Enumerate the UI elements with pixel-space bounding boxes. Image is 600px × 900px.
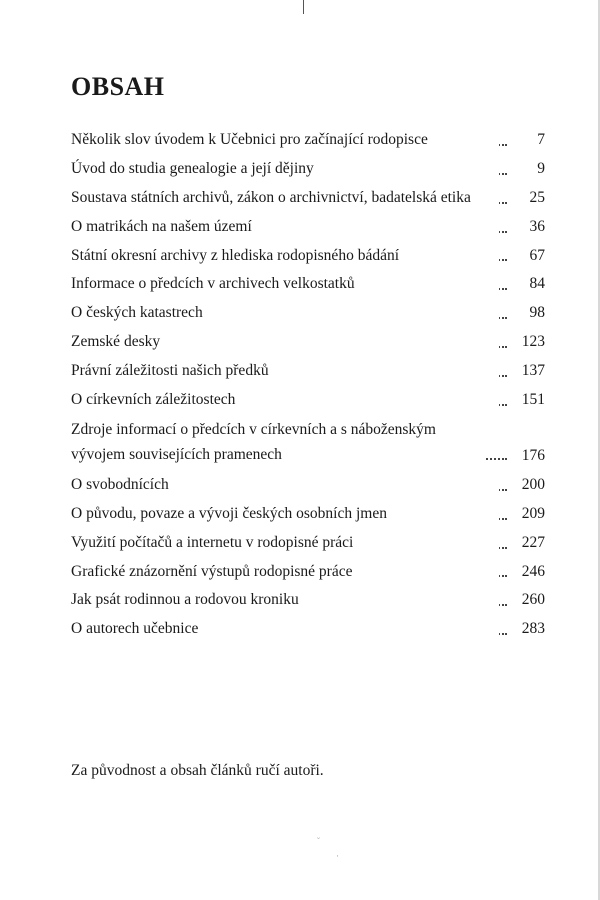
scan-speck: ˘ bbox=[317, 836, 320, 846]
toc-entry[interactable] bbox=[71, 270, 545, 299]
toc-entry[interactable] bbox=[71, 299, 545, 328]
toc-entry[interactable] bbox=[71, 213, 545, 242]
toc-entry[interactable] bbox=[71, 328, 545, 357]
toc-entry-page: 260 bbox=[509, 586, 545, 615]
toc-entry[interactable] bbox=[71, 415, 545, 471]
toc-entry[interactable] bbox=[71, 558, 545, 587]
toc-entry-title: O původu, povaze a vývoji českých osobních jmen bbox=[71, 500, 499, 529]
toc-entry-title: O církevních záležitostech bbox=[71, 386, 499, 415]
toc-entry[interactable] bbox=[71, 500, 545, 529]
toc-entry[interactable] bbox=[71, 242, 545, 271]
toc-entry[interactable] bbox=[71, 357, 545, 386]
toc-entry-title: Státní okresní archivy z hlediska rodopisného bádání bbox=[71, 242, 499, 271]
toc-entry-title: Soustava státních archivů, zákon o archivnictví, badatelská etika bbox=[71, 184, 499, 213]
toc-entry-title: Zdroje informací o předcích v církevních a s náboženským vývojem souvisejících pramenech bbox=[71, 417, 484, 467]
toc-entry[interactable] bbox=[71, 126, 545, 155]
toc-entry-title: O svobodnících bbox=[71, 471, 499, 500]
toc-entry-title: Právní záležitosti našich předků bbox=[71, 357, 499, 386]
toc-entry-page: 67 bbox=[509, 242, 545, 271]
toc-entry[interactable] bbox=[71, 529, 545, 558]
toc-entry-page: 25 bbox=[509, 184, 545, 213]
toc-entry-title: Informace o předcích v archivech velkostatků bbox=[71, 270, 499, 299]
toc-entry-title: Zemské desky bbox=[71, 328, 499, 357]
toc-entry-page: 123 bbox=[509, 328, 545, 357]
toc-entry-page: 283 bbox=[509, 615, 545, 644]
toc-entry[interactable] bbox=[71, 615, 545, 644]
toc-entry-page: 9 bbox=[509, 155, 545, 184]
toc-entry-page: 246 bbox=[509, 558, 545, 587]
authorship-note: Za původnost a obsah článků ručí autoři. bbox=[71, 762, 324, 779]
toc-entry-title: O matrikách na našem území bbox=[71, 213, 499, 242]
toc-entry[interactable] bbox=[71, 184, 545, 213]
page-title: OBSAH bbox=[71, 72, 165, 101]
toc-entry[interactable] bbox=[71, 586, 545, 615]
toc-entry-title: Grafické znázornění výstupů rodopisné práce bbox=[71, 558, 499, 587]
toc-entry-title: O autorech učebnice bbox=[71, 615, 499, 644]
binding-mark bbox=[303, 0, 304, 14]
toc-entry-title: O českých katastrech bbox=[71, 299, 499, 328]
toc-entry-page: 227 bbox=[509, 529, 545, 558]
toc-entry-page: 200 bbox=[509, 471, 545, 500]
toc-entry-page: 98 bbox=[509, 299, 545, 328]
toc-entry-title: Využití počítačů a internetu v rodopisné práci bbox=[71, 529, 499, 558]
toc-entry-page: 84 bbox=[509, 270, 545, 299]
toc-entry-title: Jak psát rodinnou a rodovou kroniku bbox=[71, 586, 499, 615]
toc-entry[interactable] bbox=[71, 471, 545, 500]
toc-entry-page: 7 bbox=[509, 126, 545, 155]
toc-entry-page: 151 bbox=[509, 386, 545, 415]
toc-entry-page: 209 bbox=[509, 500, 545, 529]
toc-entry-page: 137 bbox=[509, 357, 545, 386]
toc-entry-title: Několik slov úvodem k Učebnici pro začínající rodopisce bbox=[71, 126, 499, 155]
toc-entry-page: 36 bbox=[509, 213, 545, 242]
toc-entry-page: 176 bbox=[509, 442, 545, 471]
toc-entry[interactable] bbox=[71, 155, 545, 184]
toc-entry[interactable] bbox=[71, 386, 545, 415]
table-of-contents bbox=[71, 126, 545, 644]
scan-speck: · bbox=[336, 851, 339, 861]
toc-entry-title: Úvod do studia genealogie a její dějiny bbox=[71, 155, 499, 184]
